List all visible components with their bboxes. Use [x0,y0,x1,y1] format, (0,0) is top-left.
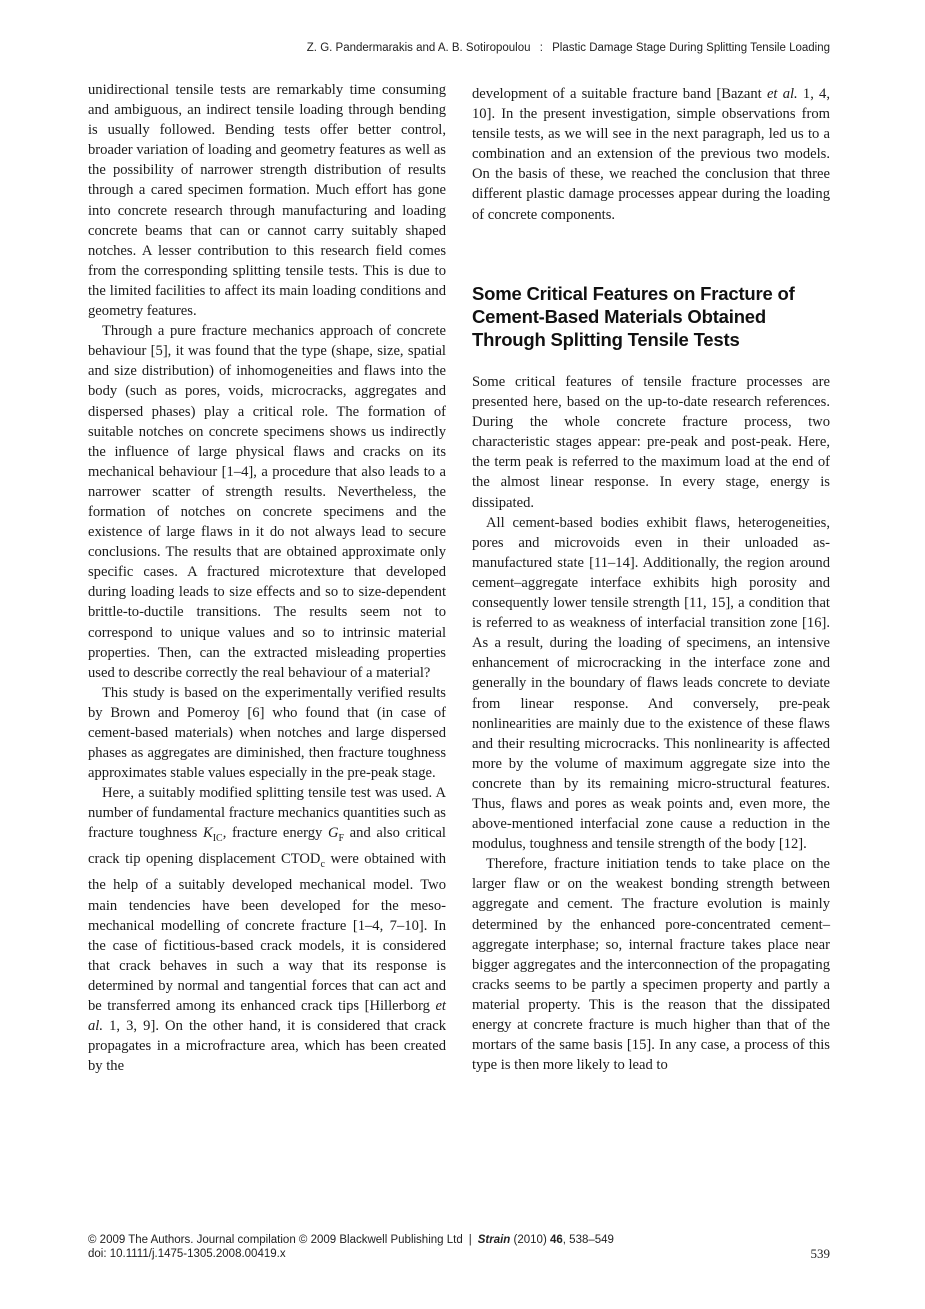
gf-subscript: F [338,833,345,845]
right-column-upper [472,84,830,225]
right-paragraph-4: Therefore, fracture initiation tends to take place on the larger flaw or on the weakest bonding strength between aggregate and cement. The fracture evolution is mainly determined by the enhanced pore-concentrated cement–aggregate interphase; so, internal fracture takes place near bigger aggregates and the interconnection of the propagating cracks seems to be partly a specimen property and partly a material property. This is the reason that the dissipated energy at concrete fracture is much higher than that of the mortars of the same basis [15]. In any case, a process of this type is then more likely to lead to [472,856,830,1074]
left-paragraph-2: Through a pure fracture mechanics approach of concrete behaviour [5], it was found that the type (shape, size, spatial and size distribution) of inhomogeneities and flaws into the body (such as pores, voids, microcracks, aggregates and dispersed phases) play a critical role. The formation of suitable notches on concrete specimens shows us indirectly the influence of large physical flaws and cracks on its mechanical behaviour [1–4], a procedure that also leads to a narrower scatter of strength results. Nevertheless, the formation of notches on concrete specimens and the existence of large flaws in it do not always lead to secure conclusions. The results that are obtained approximate only specific cases. A fractured microtexture that developed during loading leads to size effects and so to size-dependent brittle-to-ductile transitions. The results seem not to correspond to unique values and so to intrinsic material properties. Then, can the extracted misleading properties used to describe correctly the real behaviour of a material? [88,323,446,681]
footer-copyright: © 2009 The Authors. Journal compilation © 2009 Blackwell Publishing Ltd [88,1234,463,1246]
footer-divider: | [468,1234,472,1246]
kic-subscript: IC [212,833,223,845]
right-p1-text-b: 1, 4, 10]. In the present investigation, simple observations from tensile tests, as we will see in the next paragraph, led us to a combination and an extension of the previous two models. On the basis of these, we reached the conclusion that three different plastic damage processes appear during the loading of concrete components. [472,86,831,223]
left-p4-text-b: , fracture energy [222,825,328,842]
left-p4-text-a: Here, a suitably modified splitting tensile test was used. A number of fundamental fracture mechanics quantities such as fracture toughness [88,785,446,842]
left-column [88,80,446,1076]
gf-symbol: G [327,825,339,842]
footer-journal: Strain [477,1234,511,1246]
footer-line-2 [88,1247,830,1261]
left-p4-text-c: and also critical crack tip opening displacement CTOD [88,825,446,868]
header-title: Plastic Damage Stage During Splitting Tensile Loading [552,42,830,54]
right-column-lower [472,372,830,1075]
left-p4-etal: et al. [88,998,446,1035]
running-head [307,42,830,54]
page-number: 539 [810,1246,830,1261]
left-p4-text-e: 1, 3, 9]. On the other hand, it is considered that crack propagates in a microfracture area, which has been created by the [88,1018,446,1075]
section-heading: Some Critical Features on Fracture of Cement-Based Materials Obtained Through Splitting Tensile Tests [472,283,795,350]
footer-year: (2010) [513,1234,547,1246]
right-paragraph-1 [472,84,830,225]
left-paragraph-1: unidirectional tensile tests are remarkably time consuming and ambiguous, an indirect tensile loading through bending is usually followed. Bending tests offer better control, broader variation of loading and geometry features as well as the possibility of narrower strength distribution of results through a cared specimen formation. Much effort has gone into concrete research through manufacturing and loading concrete beams that can or cannot carry suitably shaped notches. A lesser contribution to this research field comes from the corresponding splitting tensile tests. This is due to the limited facilities to affect its main loading conditions and geometry features. [88,82,446,320]
header-separator: : [539,42,543,54]
footer-doi: doi: 10.1111/j.1475-1305.2008.00419.x [88,1248,286,1260]
page-footer [88,1233,830,1261]
footer-pages: , 538–549 [562,1234,614,1246]
ctod-subscript: c [320,859,325,871]
footer-line-1 [88,1233,830,1247]
right-paragraph-2: Some critical features of tensile fracture processes are presented here, based on the up-to-date research references. During the whole concrete fracture process, two characteristic stages appear: pre-peak and post-peak. Here, the term peak is referred to the maximum load at the end of the almost linear response. In every stage, energy is dissipated. [472,374,830,511]
footer-volume: 46 [549,1234,563,1246]
kic-symbol: K [202,825,213,842]
left-paragraph-3: This study is based on the experimentally verified results by Brown and Pomeroy [6] who found that (in case of cement-based materials) when notches and large dispersed phases as aggregates are diminished, then fracture toughness approximates stable values especially in the pre-peak stage. [88,684,446,782]
right-p1-text-a: development of a suitable fracture band [Bazant [472,86,767,102]
right-paragraph-3: All cement-based bodies exhibit flaws, heterogeneities, pores and microvoids even in their unloaded as-manufactured state [11–14]. Additionally, the region around cement–aggregate interface exhibits high porosity and consequently lower tensile strength [11, 15], a condition that is referred to as weakness of interfacial transition zone [16]. As a result, during the loading of specimens, an intensive enhancement of microcracking in the interface zone and generally in the boundary of flaws leads concrete to deviate from linear response. And conversely, pre-peak nonlinearities are mainly due to the existence of these flaws and their resulting microcracks. This nonlinearity is affected more by the volume of maximum aggregate size into the concrete than by its remaining micro-structural features. Thus, flaws and pores as weak points and, even more, the above-mentioned interfacial zone cause a reduction in the modulus, toughness and tensile strength of the body [12]. [472,514,830,853]
left-paragraph-4 [88,783,446,1076]
right-p1-etal: et al. [766,86,798,102]
left-p4-text-d: were obtained with the help of a suitably developed mechanical model. Two main tendencies have been developed for the meso-mechanical modelling of concrete fracture [1–4, 7–10]. In the case of fictitious-based crack models, it is considered that crack behaves in such a way that its response is determined by normal and tangential forces that can act and be transferred among its enhanced crack tips [Hillerborg [88,851,446,1015]
header-authors: Z. G. Pandermarakis and A. B. Sotiropoulou [306,42,531,54]
